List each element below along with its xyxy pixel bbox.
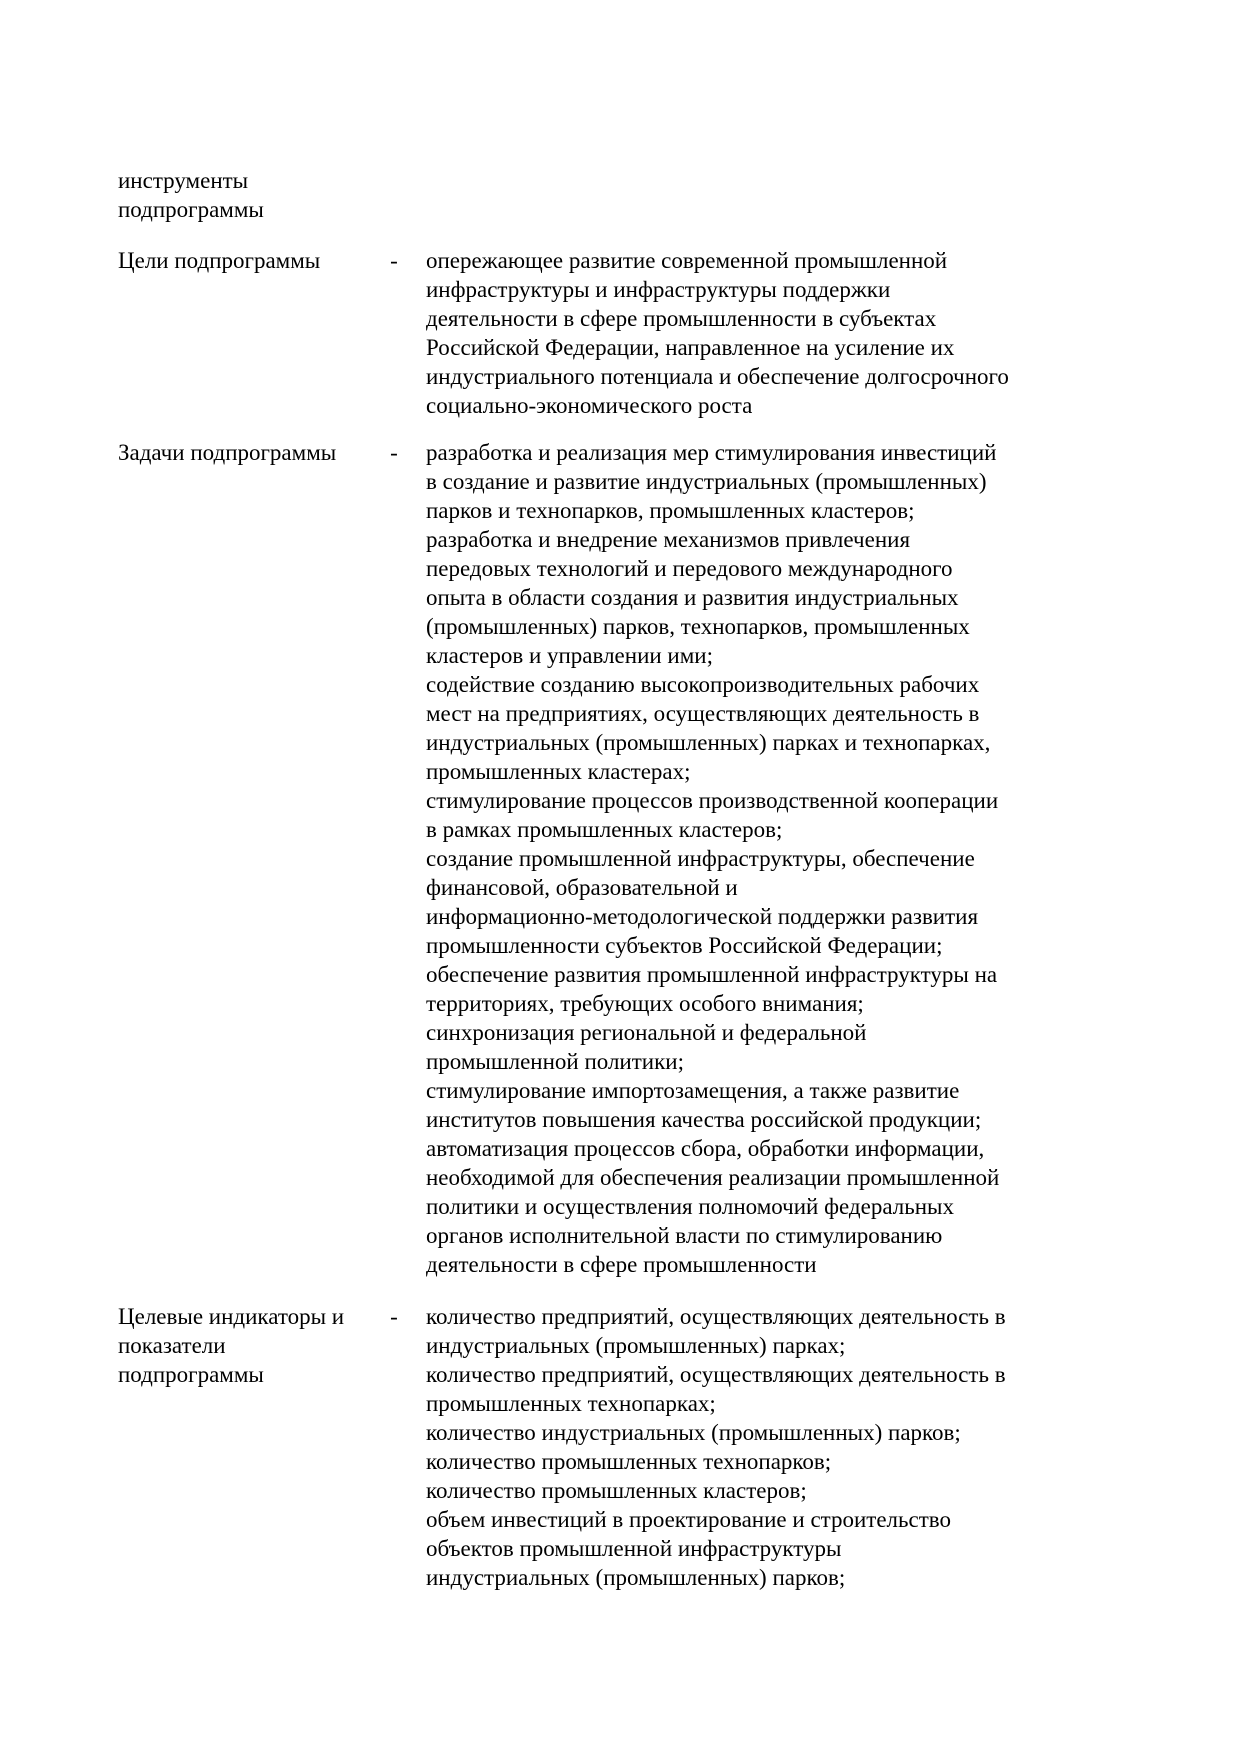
value-line: стимулирование импортозамещения, а также развитие	[426, 1078, 960, 1103]
value-line: стимулирование процессов производственной кооперации	[426, 788, 999, 813]
section-value	[426, 246, 1126, 420]
value-line: индустриальных (промышленных) парках;	[426, 1333, 846, 1358]
value-line: мест на предприятиях, осуществляющих деятельность в	[426, 701, 980, 726]
label-line: подпрограммы	[118, 197, 264, 222]
section-value	[426, 438, 1126, 1279]
value-line: финансовой, образовательной и	[426, 875, 738, 900]
value-line: индустриальных (промышленных) парков;	[426, 1565, 846, 1590]
value-line: опережающее развитие современной промышленной	[426, 248, 948, 273]
value-line: количество предприятий, осуществляющих деятельность в	[426, 1304, 1006, 1329]
section-dash: -	[390, 440, 398, 465]
value-line: содействие созданию высокопроизводительных рабочих	[426, 672, 980, 697]
value-line: объектов промышленной инфраструктуры	[426, 1536, 842, 1561]
value-line: инфраструктуры и инфраструктуры поддержки	[426, 277, 891, 302]
value-line: разработка и реализация мер стимулирования инвестиций	[426, 440, 997, 465]
section-label	[118, 438, 378, 467]
value-line: создание промышленной инфраструктуры, обеспечение	[426, 846, 975, 871]
label-line: Задачи подпрограммы	[118, 440, 337, 465]
label-line: подпрограммы	[118, 1362, 264, 1387]
section-label	[118, 246, 378, 275]
value-line: в создание и развитие индустриальных (промышленных)	[426, 469, 987, 494]
value-line: обеспечение развития промышленной инфраструктуры на	[426, 962, 998, 987]
value-line: в рамках промышленных кластеров;	[426, 817, 783, 842]
value-line: институтов повышения качества российской продукции;	[426, 1107, 982, 1132]
value-line: синхронизация региональной и федеральной	[426, 1020, 867, 1045]
section-label	[118, 166, 378, 224]
value-line: количество предприятий, осуществляющих деятельность в	[426, 1362, 1006, 1387]
value-line: деятельности в сфере промышленности	[426, 1252, 817, 1277]
section-dash: -	[390, 248, 398, 273]
value-line: социально-экономического роста	[426, 393, 753, 418]
value-line: (промышленных) парков, технопарков, промышленных	[426, 614, 970, 639]
value-line: индустриальных (промышленных) парках и технопарках,	[426, 730, 991, 755]
section-value	[426, 1302, 1126, 1592]
value-line: опыта в области создания и развития индустриальных	[426, 585, 959, 610]
value-line: индустриального потенциала и обеспечение долгосрочного	[426, 364, 1009, 389]
value-line: парков и технопарков, промышленных кластеров;	[426, 498, 915, 523]
value-line: кластеров и управлении ими;	[426, 643, 713, 668]
section-dash: -	[390, 1304, 398, 1329]
value-line: органов исполнительной власти по стимулированию	[426, 1223, 943, 1248]
label-line: инструменты	[118, 168, 249, 193]
value-line: необходимой для обеспечения реализации промышленной	[426, 1165, 1000, 1190]
value-line: объем инвестиций в проектирование и строительство	[426, 1507, 951, 1532]
value-line: промышленной политики;	[426, 1049, 684, 1074]
value-line: количество индустриальных (промышленных) парков;	[426, 1420, 961, 1445]
value-line: промышленных технопарках;	[426, 1391, 716, 1416]
value-line: промышленности субъектов Российской Федерации;	[426, 933, 943, 958]
value-line: передовых технологий и передового международного	[426, 556, 953, 581]
value-line: территориях, требующих особого внимания;	[426, 991, 864, 1016]
value-line: информационно-методологической поддержки развития	[426, 904, 979, 929]
value-line: промышленных кластерах;	[426, 759, 691, 784]
value-line: количество промышленных технопарков;	[426, 1449, 832, 1474]
value-line: Российской Федерации, направленное на усиление их	[426, 335, 955, 360]
value-line: количество промышленных кластеров;	[426, 1478, 807, 1503]
value-line: автоматизация процессов сбора, обработки информации,	[426, 1136, 985, 1161]
value-line: разработка и внедрение механизмов привлечения	[426, 527, 911, 552]
section-label	[118, 1302, 378, 1389]
value-line: политики и осуществления полномочий федеральных	[426, 1194, 954, 1219]
label-line: Цели подпрограммы	[118, 248, 321, 273]
label-line: Целевые индикаторы и	[118, 1304, 345, 1329]
label-line: показатели	[118, 1333, 226, 1358]
value-line: деятельности в сфере промышленности в субъектах	[426, 306, 937, 331]
